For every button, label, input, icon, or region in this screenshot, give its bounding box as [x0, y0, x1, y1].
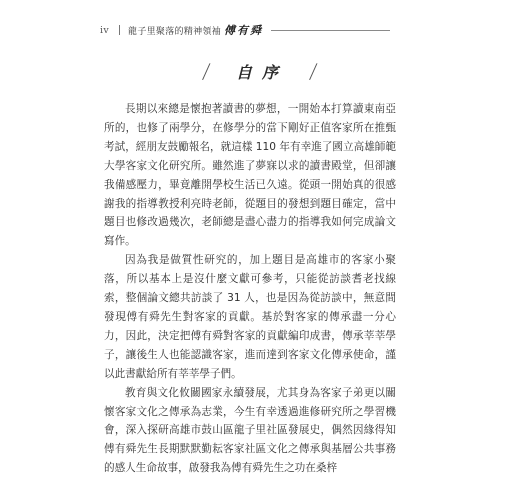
section-heading [0, 58, 520, 84]
header-divider [119, 25, 120, 35]
page-number: iv [100, 24, 110, 36]
book-subject-name: 傅有舜 [224, 24, 264, 37]
paragraph: 教育與文化攸關國家永續發展，尤其身為客家子弟更以關懷客家文化之傳承為志業，今生有幸透過進修研究所之學習機會，深入探研高雄市鼓山區龍子里社區發展史，偶然因緣得知傅有舜先生長期默默勤耘客家社區文化之傳承與基層公共事務的感人生命故事，啟發我為傅有舜先生之功在桑梓 [104, 386, 396, 475]
right-slash-ornament: / [308, 59, 319, 83]
paragraph: 因為我是做質性研究的，加上題目是高雄市的客家小聚落，所以基本上是沒什麼文獻可參考，只能從訪談耆老找線索，整個論文總共訪談了 31 人，也是因為從訪談中，無意間發現傅有舜先生對客家的貢獻。基於對客家的傳承盡一分心力，因此，決定把傅有舜對客家的貢獻編印成書，傳承莘莘學子，讓後生人也能認識客家，進而達到客家文化傳承使命，謹以此書獻給所有莘莘學子們。 [104, 254, 396, 380]
running-header [100, 22, 390, 38]
paragraph: 長期以來總是懷抱著讀書的夢想，一開始本打算讀東南亞所的，也修了兩學分，在修學分的當下剛好正值客家所在推甄考試，經朋友鼓勵報名，就這樣 110 年有幸進了國立高雄師範大學客家文化研究所。雖然進了夢寐以求的讀書殿堂，但卻讓我備感壓力，畢竟離開學校生活已久遠。從頭一開始真的很感謝我的指導教授利亮時老師，從題目的發想到題目確定，當中題目也修改過幾次，老師總是盡心盡力的指導我如何完成論文寫作。 [104, 103, 396, 248]
left-slash-ornament: / [201, 59, 212, 83]
preface-body [104, 100, 396, 478]
header-rule-line [271, 30, 390, 31]
book-title: 龍子里聚落的精神領袖 [128, 26, 222, 37]
section-title: 自序 [235, 62, 288, 82]
